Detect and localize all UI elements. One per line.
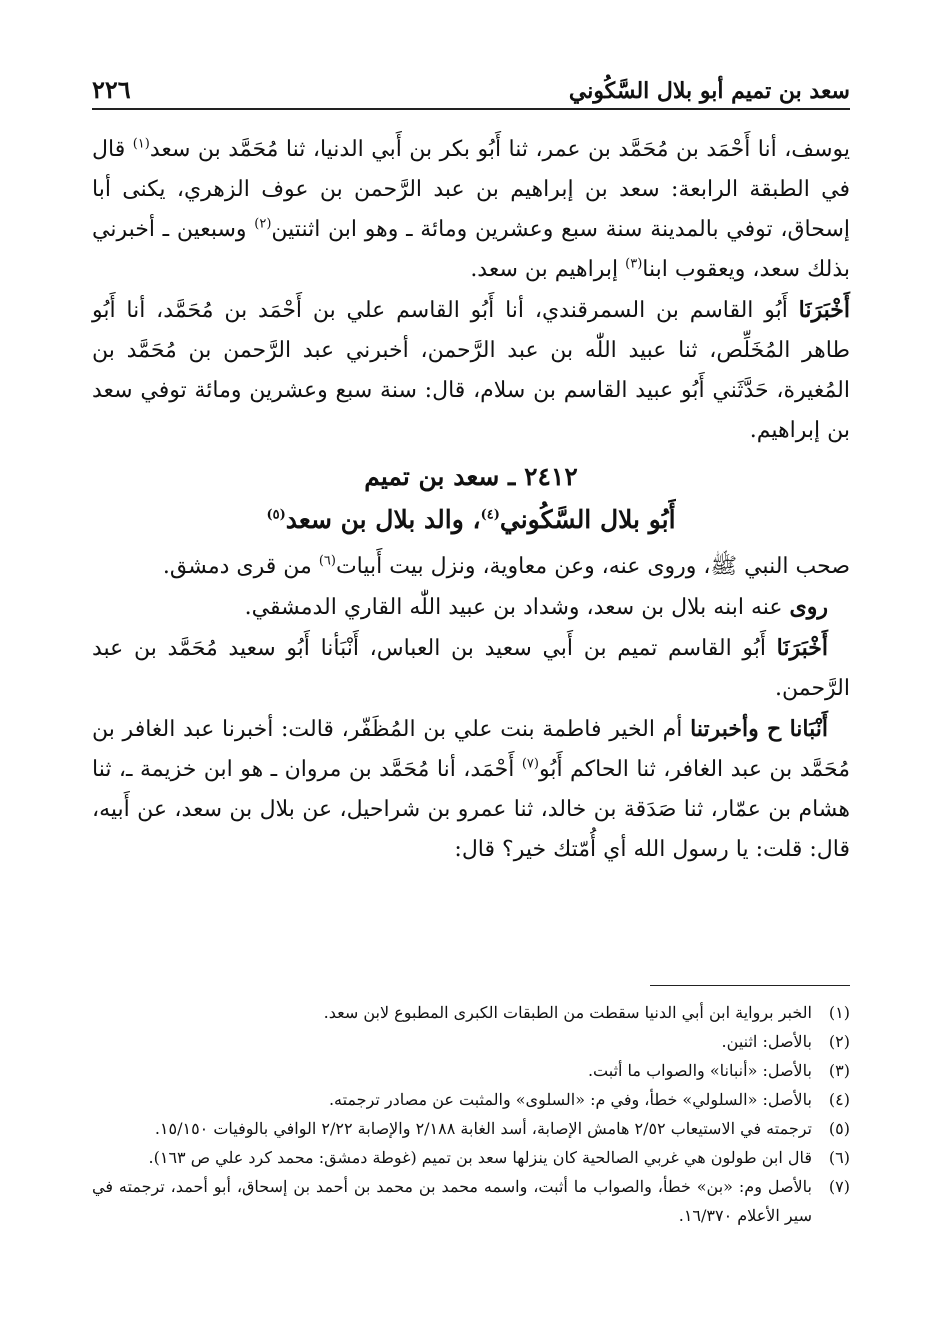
- page-header: [92, 72, 850, 110]
- footnote-number: (٤): [828, 1090, 850, 1109]
- footnote: [92, 1114, 850, 1143]
- footnote: [92, 998, 850, 1027]
- footnote-text: قال ابن طولون هي غربي الصالحية كان ينزلها سعد بن تميم (غوطة دمشق: محمد كرد علي ص ١٦٣).: [148, 1148, 812, 1167]
- footnote-ref: (١): [132, 136, 150, 152]
- main-text: [92, 130, 850, 870]
- footnote-number: (٦): [828, 1148, 850, 1167]
- footnote-text: بالأصل: «السلولي» خطأ، وفي م: «السلوى» والمثبت عن مصادر ترجمته.: [328, 1090, 812, 1109]
- text-run: أَبُو القاسم بن السمرقندي، أنا أَبُو القاسم علي بن أَحْمَد بن مُحَمَّد، أنا أَبُو طاهر المُخَلِّص، ثنا عبيد اللّٰه بن عبد الرَّحمن، أخبرني عبد الرَّحمن بن مُحَمَّد بن المُغيرة، حَدَّثَني أَبُو عبيد القاسم بن سلام، قال: سنة سبع وعشرين ومائة توفي سعد بن إبراهيم.: [92, 298, 850, 443]
- text-run: أَحْمَد، أنا مُحَمَّد بن مروان ـ هو ابن خزيمة ـ، ثنا هشام بن عمّار، ثنا صَدَقة بن خالد، ثنا عمرو بن شراحيل، عن بلال بن سعد، عن أَبيه، قال: قلت: يا رسول الله أي أُمّتك خير؟ قال:: [92, 757, 850, 862]
- footnote-ref: (٧): [521, 756, 539, 772]
- entry-heading: ٢٤١٢ ـ سعد بن تميم: [364, 462, 578, 491]
- page-number: ٢٢٦: [92, 75, 131, 104]
- text-run: يوسف، أنا أَحْمَد بن مُحَمَّد بن عمر، ثنا أَبُو بكر بن أَبي الدنيا، ثنا مُحَمَّد بن سعد: [149, 137, 850, 162]
- paragraph-4: [92, 587, 850, 628]
- isnad-lead: أَخْبَرَنَا: [798, 297, 850, 323]
- isnad-lead: أَنْبَانا ح وأخبرتنا: [690, 716, 828, 742]
- footnote-number: (٢): [828, 1032, 850, 1051]
- text-run: صحب النبي ﷺ، وروى عنه، وعن معاوية، ونزل بيت أَبيات: [335, 554, 850, 579]
- footnote-text: الخبر برواية ابن أبي الدنيا سقطت من الطبقات الكبرى المطبوع لابن سعد.: [323, 1003, 812, 1022]
- footnote-ref: (٢): [254, 216, 272, 232]
- footnotes: [92, 998, 850, 1230]
- text-run: من قرى دمشق.: [162, 554, 312, 579]
- footnote-divider: [650, 985, 850, 986]
- footnote-number: (٣): [828, 1061, 850, 1080]
- footnote: [92, 1172, 850, 1230]
- footnote-text: ترجمته في الاستيعاب ٢/٥٢ هامش الإصابة، أسد الغابة ٢/١٨٨ والإصابة ٢/٢٢ الوافي بالوفيات ١٥/١٥٠.: [154, 1119, 812, 1138]
- footnote-text: بالأصل وم: «بن» خطأ، والصواب ما أثبت، واسمه محمد بن محمد بن أحمد بن إسحاق، أبو أحمد، ترجمته في سير الأعلام ١٦/٣٧٠.: [92, 1177, 812, 1225]
- footnote-number: (١): [828, 1003, 850, 1022]
- footnote-ref: (٣): [625, 256, 643, 272]
- entry-subheading: [92, 499, 850, 541]
- text-run: قال في الطبقة الرابعة: سعد بن إبراهيم بن عبد الرَّحمن بن عوف الزهري، يكنى أبا إسحاق، توفي بالمدينة سنة سبع وعشرين ومائة ـ وهو ابن اثنتين: [92, 137, 850, 242]
- paragraph-6: [92, 709, 850, 870]
- paragraph-1: [92, 130, 850, 290]
- footnote: [92, 1056, 850, 1085]
- isnad-lead: روى: [789, 594, 828, 620]
- heading-text: ، والد بلال بن سعد: [285, 505, 481, 534]
- footnote-text: بالأصل: «أنبانا» والصواب ما أثبت.: [587, 1061, 812, 1080]
- footnote: [92, 1143, 850, 1172]
- paragraph-3: [92, 547, 850, 587]
- footnote-ref: (٤): [480, 507, 500, 523]
- text-run: وسبعين ـ أخبرني بذلك سعد، ويعقوب ابنا: [92, 217, 850, 282]
- paragraph-5: [92, 628, 850, 709]
- heading-text: أَبُو بلال السَّكُوني: [499, 505, 676, 534]
- running-title: سعد بن تميم أبو بلال السَّكُوني: [568, 78, 850, 104]
- text-run: إبراهيم بن سعد.: [470, 257, 619, 282]
- footnote-number: (٥): [828, 1119, 850, 1138]
- footnote-ref: (٦): [318, 553, 336, 569]
- text-run: أم الخير فاطمة بنت علي بن المُظَفّر، قالت: أخبرنا عبد الغافر بن مُحَمَّد بن عبد الغافر، ثنا الحاكم أَبُو: [92, 717, 850, 782]
- footnote-ref: (٥): [266, 507, 286, 523]
- footnote: [92, 1027, 850, 1056]
- footnote-number: (٧): [828, 1177, 850, 1196]
- isnad-lead: أَخْبَرَنَا: [776, 635, 828, 661]
- text-run: عنه ابنه بلال بن سعد، وشداد بن عبيد اللّٰه القاري الدمشقي.: [244, 595, 783, 620]
- footnote-text: بالأصل: اثنين.: [721, 1032, 812, 1051]
- footnote: [92, 1085, 850, 1114]
- text-run: أَبُو القاسم تميم بن أَبي سعيد بن العباس، أَنْبَأنا أَبُو سعيد مُحَمَّد بن عبد الرَّحمن.: [92, 636, 850, 701]
- paragraph-2: [92, 290, 850, 451]
